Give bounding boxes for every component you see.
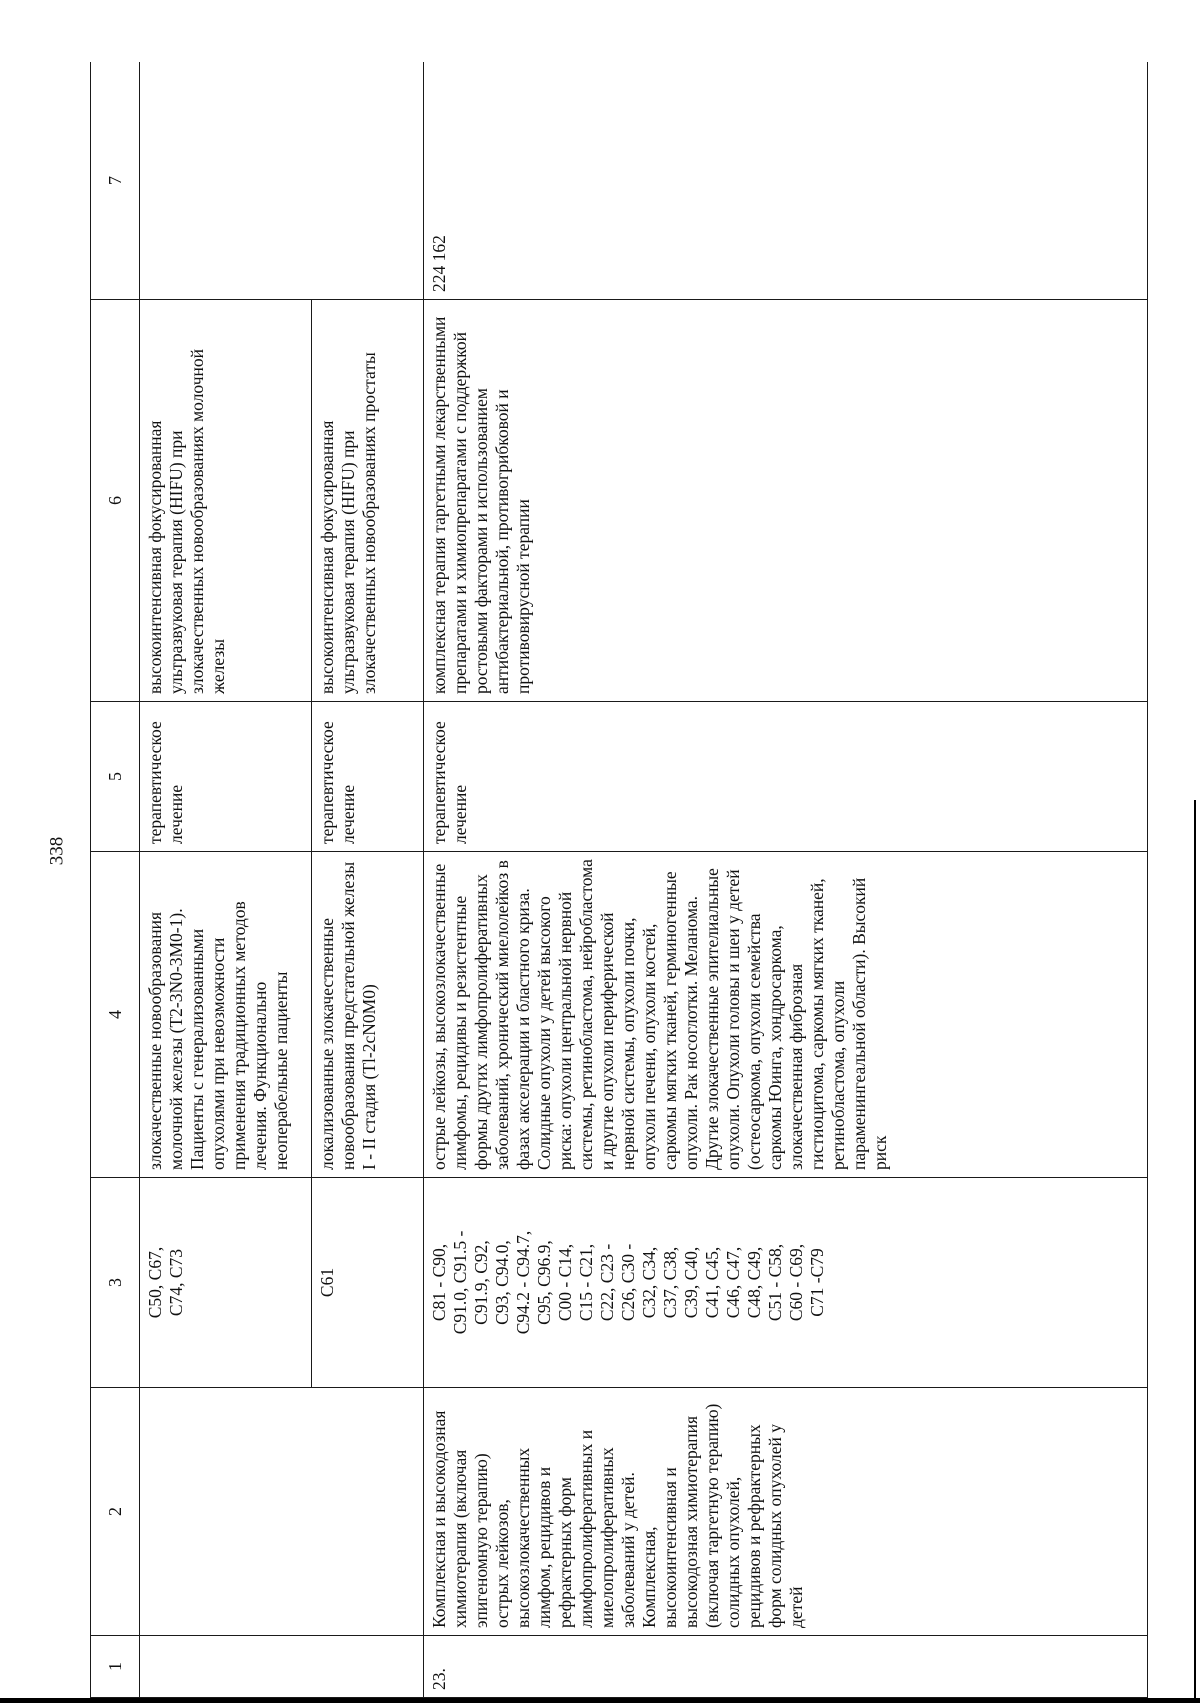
header-col-6: 6	[91, 300, 140, 702]
header-col-2: 2	[91, 1388, 140, 1636]
header-col-4: 4	[91, 852, 140, 1178]
header-row	[91, 62, 140, 1698]
header-col-3: 3	[91, 1178, 140, 1388]
header-col-5: 5	[91, 702, 140, 852]
cell-cost-empty	[140, 62, 424, 300]
scan-edge-line	[0, 1698, 1200, 1703]
rotated-table-wrapper	[90, 62, 1188, 1698]
cell-method: высокоинтенсивная фокусированная ультразвуковая терапия (HIFU) при злокачественных новообразованиях простаты	[312, 300, 424, 702]
cell-codes: C81 - C90, C91.0, C91.5 - C91.9, C92, C93, C94.0, C94.2 - C94.7, C95, C96.9, C00 - C14, C15 - C21, C22, C23 - C26, C30 - C32, C34, C37, C38, C39, C40, C41, C45, C46, C47, C48, C49, C51 - C58, C60 - C69, C71 -C79	[424, 1178, 1148, 1388]
cell-num-empty	[140, 1636, 312, 1698]
cell-name-empty	[140, 1388, 312, 1636]
scan-edge-line	[1194, 800, 1196, 1703]
cell-method: комплексная терапия таргетными лекарственными препаратами и химиопрепаратами с поддержкой ростовыми факторами и использованием антибактериальной, противогрибковой и противовирусной терапии	[424, 300, 1148, 702]
table-row-hifu-breast	[140, 62, 312, 1698]
table-row-23	[424, 62, 1148, 1698]
cell-row-number: 23.	[424, 1636, 1148, 1698]
header-col-7: 7	[91, 62, 140, 300]
cell-cost: 224 162	[424, 62, 1148, 300]
rotated-page-content	[90, 62, 1188, 1698]
page-number-text: 338	[46, 836, 67, 866]
table-row-hifu-prostate	[312, 62, 424, 1698]
page-number	[38, 832, 76, 870]
cell-patients: злокачественные новообразования молочной железы (Т2-3N0-3M0-1). Пациенты с генерализованными опухолями при невозможности применения традиционных методов лечения. Функционально неоперабельные пациенты	[140, 852, 312, 1178]
cell-treatment-type: терапевтическое лечение	[140, 702, 312, 852]
cell-patients: локализованные злокачественные новообразования предстательной железы I - II стадия (Tl-2cN0M0)	[312, 852, 424, 1178]
cell-num-empty	[312, 1636, 424, 1698]
cell-service-name: Комплексная и высокодозная химиотерапия (включая эпигеномную терапию) острых лейкозов, высокозлокачественных лимфом, рецидивов и рефрактерных форм лимфопролиферативных и миелопролиферативных заболеваний у детей. Комплексная, высокоинтенсивная и высокодозная химиотерапия (включая таргетную терапию) солидных опухолей, рецидивов и рефрактерных форм солидных опухолей у детей	[424, 1388, 1148, 1636]
cell-name-empty	[312, 1388, 424, 1636]
cell-codes: C50, C67, C74, C73	[140, 1178, 312, 1388]
cell-codes: C61	[312, 1178, 424, 1388]
cell-treatment-type: терапевтическое лечение	[312, 702, 424, 852]
cell-method: высокоинтенсивная фокусированная ультразвуковая терапия (HIFU) при злокачественных новообразованиях молочной железы	[140, 300, 312, 702]
services-table	[90, 62, 1148, 1698]
header-col-1: 1	[91, 1636, 140, 1698]
cell-treatment-type: терапевтическое лечение	[424, 702, 1148, 852]
cell-patients: острые лейкозы, высокозлокачественные лимфомы, рецидивы и резистентные формы других лимфопролиферативных заболеваний, хронический миелолейкоз в фазах акселерации и бластного криза. Солидные опухоли у детей высокого риска: опухоли центральной нервной системы, ретинобластома, нейробластома и другие опухоли периферической нервной системы, опухоли почки, опухоли печени, опухоли костей, саркомы мягких тканей, герминогенные опухоли. Рак носоглотки. Меланома. Другие злокачественные эпителиальные опухоли. Опухоли головы и шеи у детей (остеосаркома, опухоли семейства саркомы Юинга, хондросаркома, злокачественная фиброзная гистиоцитома, саркомы мягких тканей, ретинобластома, опухоли параменингеальной области). Высокий риск	[424, 852, 1148, 1178]
